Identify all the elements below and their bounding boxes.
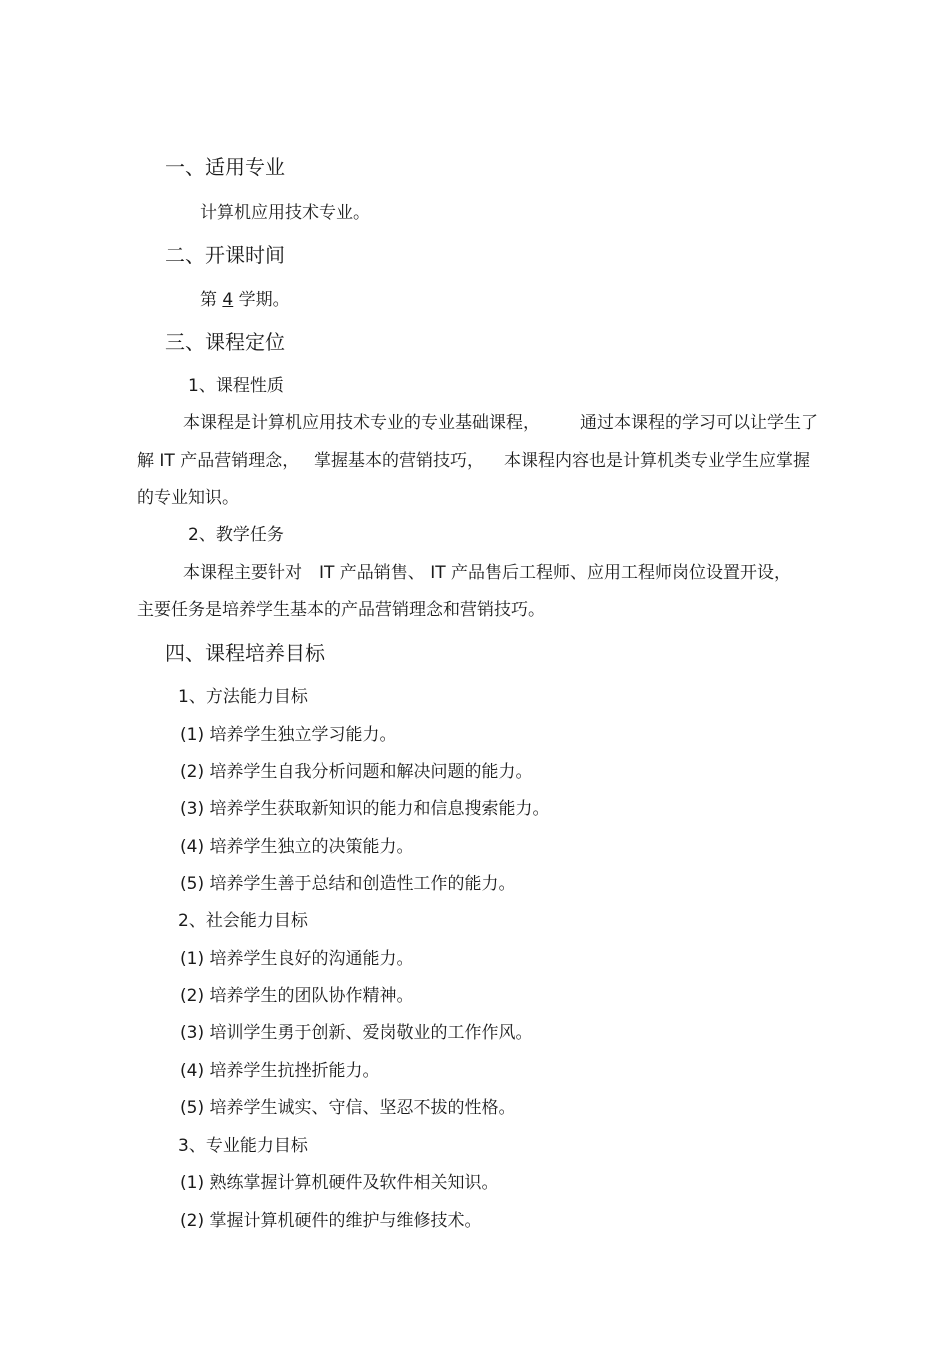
course-nature-line-3: 的专业知识。: [137, 488, 239, 508]
teaching-task-line-2: 主要任务是培养学生基本的产品营销理念和营销技巧。: [137, 600, 545, 620]
professional-ability-item: (2) 掌握计算机硬件的维护与维修技术。: [180, 1211, 482, 1231]
subheading-social-ability: 2、社会能力目标: [178, 911, 308, 931]
social-ability-item: (5) 培养学生诚实、守信、坚忍不拔的性格。: [180, 1098, 516, 1118]
course-nature-line-2c: 本课程内容也是计算机类专业学生应掌握: [504, 451, 810, 471]
social-ability-item: (3) 培训学生勇于创新、爱岗敬业的工作作风。: [180, 1023, 533, 1043]
course-nature-line-1b: 通过本课程的学习可以让学生了: [580, 413, 818, 433]
social-ability-item: (2) 培养学生的团队协作精神。: [180, 986, 414, 1006]
section-heading-training-goals: 四、课程培养目标: [165, 641, 325, 665]
method-ability-item: (1) 培养学生独立学习能力。: [180, 725, 397, 745]
social-ability-item: (4) 培养学生抗挫折能力。: [180, 1061, 380, 1081]
section-heading-course-time: 二、开课时间: [165, 243, 285, 267]
method-ability-item: (4) 培养学生独立的决策能力。: [180, 837, 414, 857]
term-number: 4: [222, 290, 234, 310]
subheading-method-ability: 1、方法能力目标: [178, 687, 308, 707]
course-nature-line-2a: 解 IT 产品营销理念，: [137, 451, 300, 471]
subheading-course-nature: 1、课程性质: [188, 376, 284, 396]
course-nature-line-1a: 本课程是计算机应用技术专业的专业基础课程，: [183, 413, 540, 433]
method-ability-item: (5) 培养学生善于总结和创造性工作的能力。: [180, 874, 516, 894]
social-ability-item: (1) 培养学生良好的沟通能力。: [180, 949, 414, 969]
method-ability-item: (2) 培养学生自我分析问题和解决问题的能力。: [180, 762, 533, 782]
subheading-teaching-task: 2、教学任务: [188, 525, 284, 545]
applicable-major-text: 计算机应用技术专业。: [200, 203, 370, 223]
professional-ability-item: (1) 熟练掌握计算机硬件及软件相关知识。: [180, 1173, 499, 1193]
course-term-text: [200, 285, 290, 310]
term-suffix: 学期。: [233, 290, 290, 310]
section-heading-course-positioning: 三、课程定位: [165, 330, 285, 354]
term-prefix: 第: [200, 290, 223, 310]
method-ability-item: (3) 培养学生获取新知识的能力和信息搜索能力。: [180, 799, 550, 819]
section-heading-applicable-major: 一、适用专业: [165, 155, 285, 179]
subheading-professional-ability: 3、专业能力目标: [178, 1136, 308, 1156]
teaching-task-line-1: 本课程主要针对 IT 产品销售、 IT 产品售后工程师、应用工程师岗位设置开设，: [183, 563, 792, 583]
course-nature-line-2b: 掌握基本的营销技巧，: [314, 451, 484, 471]
